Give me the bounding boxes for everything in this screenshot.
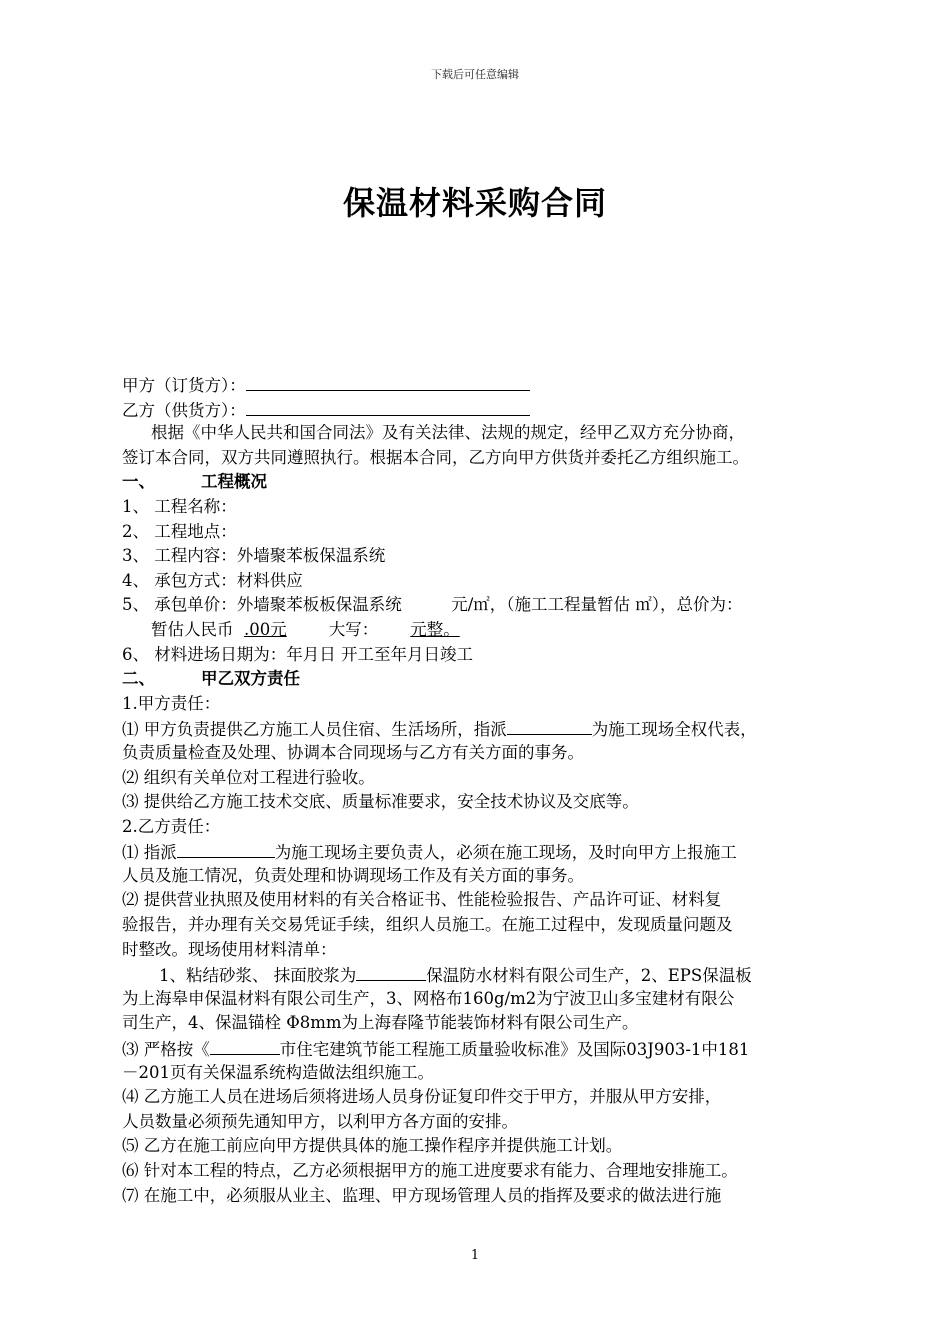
party-a-duty-1 (122, 716, 850, 741)
duty-text: ⑴ 指派 (122, 843, 177, 863)
party-a-duty-1-cont: 负责质量检查及处理、协调本合同现场与乙方有关方面的事务。 (122, 742, 584, 762)
city-blank[interactable] (210, 1036, 280, 1055)
party-b-duty-5: ⑸ 乙方在施工前应向甲方提供具体的施工操作程序并提供施工计划。 (122, 1136, 623, 1156)
project-item-5-amount (122, 618, 850, 643)
section-2-heading (122, 667, 850, 692)
capital-value: 元整。 (410, 619, 460, 639)
duty-text: ⑴ 甲方负责提供乙方施工人员住宿、生活场所，指派 (122, 720, 507, 740)
document-title: 保温材料采购合同 (342, 184, 607, 222)
party-b-duty-3-cont: －201页有关保温系统构造做法组织施工。 (122, 1062, 434, 1082)
party-b-duty-2-cont: 验报告，并办理有关交易凭证手续，组织人员施工。在施工过程中，发现质量问题及 (122, 915, 733, 935)
materials-line-2: 为上海皋申保温材料有限公司生产，3、网格布160g/m2为宁波卫山多宝建材有限公 (122, 988, 735, 1008)
representative-blank[interactable] (507, 716, 592, 735)
party-b-duty-4-cont: 人员数量必须预先通知甲方，以利甲方各方面的安排。 (122, 1111, 518, 1131)
party-b-duty-2: ⑵ 提供营业执照及使用材料的有关合格证书、性能检验报告、产品许可证、材料复 (122, 890, 722, 910)
party-b-duty-6: ⑹ 针对本工程的特点，乙方必须根据甲方的施工进度要求有能力、合理地安排施工。 (122, 1161, 738, 1180)
project-item: 1、 工程名称： (122, 496, 237, 516)
project-item: 2、 工程地点： (122, 521, 237, 541)
project-item: 4、 承包方式：材料供应 (122, 570, 303, 590)
materials-text: 1、粘结砂浆、 抹面胶浆为 (159, 966, 357, 986)
party-a-duties-title: 1.甲方责任： (122, 693, 221, 713)
intro-line-2: 签订本合同，双方共同遵照执行。根据本合同，乙方向甲方供货并委托乙方组织施工。 (122, 447, 749, 467)
party-a-duty-2: ⑵ 组织有关单位对工程进行验收。 (122, 767, 375, 787)
party-a-duty-3: ⑶ 提供给乙方施工技术交底、质量标准要求，安全技术协议及交底等。 (122, 792, 639, 812)
party-b-duty-4: ⑷ 乙方施工人员在进场后须将进场人员身份证复印件交于甲方，并服从甲方安排， (122, 1087, 722, 1107)
capital-label: 大写： (328, 619, 379, 639)
party-b-duties-title: 2.乙方责任： (122, 816, 221, 836)
manager-blank[interactable] (177, 839, 275, 858)
party-b-duty-2-cont: 时整改。现场使用材料清单： (122, 939, 337, 959)
duty-text: 为施工现场主要负责人，必须在施工现场，及时向甲方上报施工 (274, 843, 737, 863)
amount-prefix: 暂估人民币 (151, 619, 234, 639)
section-1-number: 一、 (122, 472, 155, 492)
party-b-line (122, 397, 850, 422)
party-b-duty-1 (122, 839, 850, 864)
intro-line-1: 根据《中华人民共和国合同法》及有关法律、法规的规定，经甲乙双方充分协商， (151, 423, 745, 443)
duty-text: 市住宅建筑节能工程施工质量验收标准》及国际03J903-1中181 (279, 1040, 750, 1060)
section-1-heading (122, 470, 850, 495)
section-1-title: 工程概况 (201, 472, 267, 492)
section-2-number: 二、 (122, 669, 155, 689)
contract-body (122, 372, 850, 1208)
materials-text: 保温防水材料有限公司生产，2、EPS保温板 (426, 966, 752, 986)
materials-line-1 (122, 962, 850, 987)
party-a-line (122, 372, 850, 397)
party-b-duty-7: ⑺ 在施工中，必须服从业主、监理、甲方现场管理人员的指挥及要求的做法进行施 (122, 1185, 722, 1205)
party-a-label: 甲方（订货方）： (122, 376, 246, 395)
page-number: 1 (470, 1248, 480, 1263)
project-item-5: 5、 承包单价：外墙聚苯板板保温系统 元/㎡，（施工工程量暂估 ㎡），总价为： (122, 595, 743, 615)
duty-text: ⑶ 严格按《 (122, 1040, 210, 1060)
project-item-6: 6、 材料进场日期为：年月日 开工至年月日竣工 (122, 644, 473, 664)
materials-line-3: 司生产，4、保温锚栓 Φ8mm为上海春隆节能装饰材料有限公司生产。 (122, 1013, 639, 1033)
amount-value: .00元 (244, 619, 287, 639)
section-2-title: 甲乙双方责任 (201, 669, 300, 689)
party-b-label: 乙方（供货方）： (122, 400, 246, 420)
header-note: 下载后可任意编辑 (431, 68, 519, 81)
party-b-blank[interactable] (246, 397, 530, 416)
party-a-blank[interactable] (246, 372, 530, 391)
party-b-duty-1-cont: 人员及施工情况，负责处理和协调现场工作及有关方面的事务。 (122, 865, 584, 885)
duty-text: 为施工现场全权代表， (591, 720, 757, 740)
project-item: 3、 工程内容：外墙聚苯板保温系统 (122, 546, 386, 566)
party-b-duty-3 (122, 1036, 850, 1061)
manufacturer-blank[interactable] (356, 962, 426, 981)
